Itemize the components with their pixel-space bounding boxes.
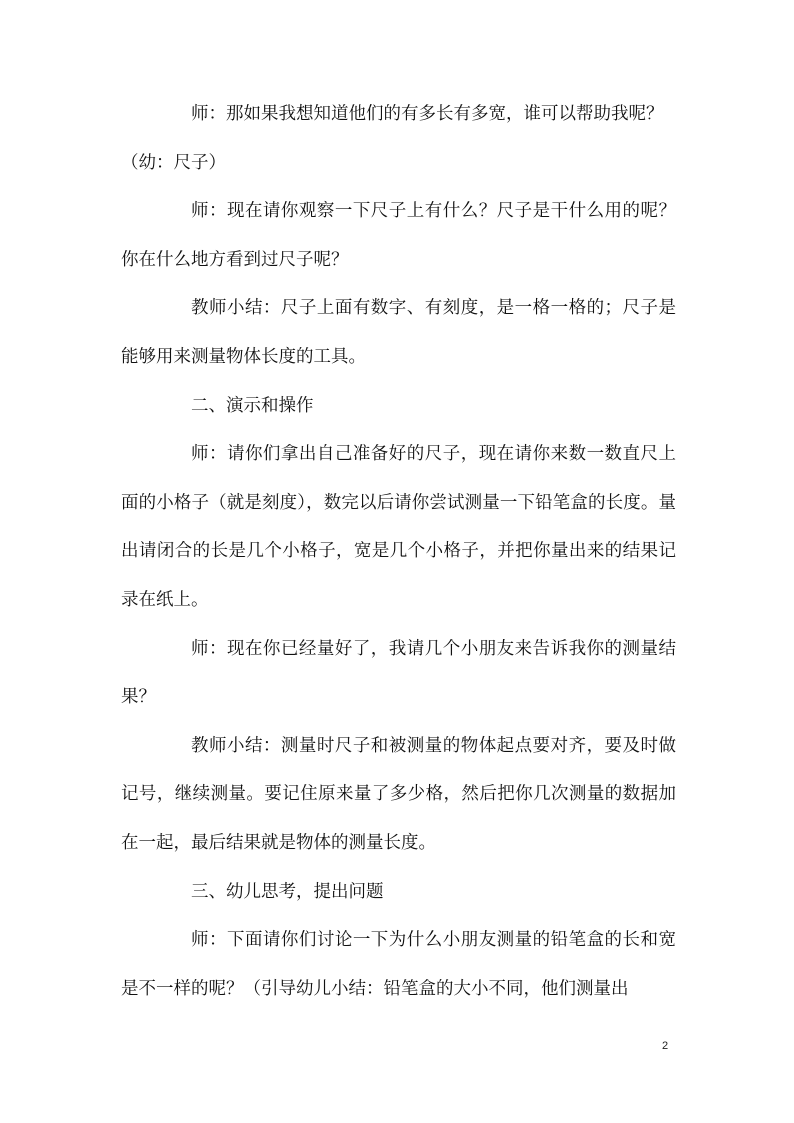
section-heading: 二、演示和操作 bbox=[191, 395, 314, 416]
page-content bbox=[121, 90, 676, 1013]
paragraph: 教师小结：测量时尺子和被测量的物体起点要对齐，要及时做记号，继续测量。要记住原来量了多少格，然后把你几次测量的数据加在一起，最后结果就是物体的测量长度。 bbox=[121, 735, 676, 853]
paragraph: 师：下面请你们讨论一下为什么小朋友测量的铅笔盒的长和宽是不一样的呢？（引导幼儿小结：铅笔盒的大小不同，他们测量出 bbox=[121, 930, 676, 999]
paragraph: （幼：尺子） bbox=[121, 152, 226, 173]
paragraph: 师：那如果我想知道他们的有多长有多宽，谁可以帮助我呢？ bbox=[191, 104, 664, 124]
section-heading: 三、幼儿思考，提出问题 bbox=[191, 881, 384, 902]
page-number: 2 bbox=[662, 1040, 669, 1052]
paragraph: 师：现在你已经量好了，我请几个小朋友来告诉我你的测量结果？ bbox=[121, 638, 676, 708]
paragraph: 教师小结：尺子上面有数字、有刻度，是一格一格的；尺子是能够用来测量物体长度的工具。 bbox=[121, 298, 676, 367]
paragraph: 师：现在请你观察一下尺子上有什么？尺子是干什么用的呢？你在什么地方看到过尺子呢？ bbox=[121, 201, 676, 270]
paragraph: 师：请你们拿出自己准备好的尺子，现在请你来数一数直尺上面的小格子（就是刻度），数完以后请你尝试测量一下铅笔盒的长度。量出请闭合的长是几个小格子，宽是几个小格子，并把你量出来的结果记录在纸上。 bbox=[121, 444, 676, 610]
